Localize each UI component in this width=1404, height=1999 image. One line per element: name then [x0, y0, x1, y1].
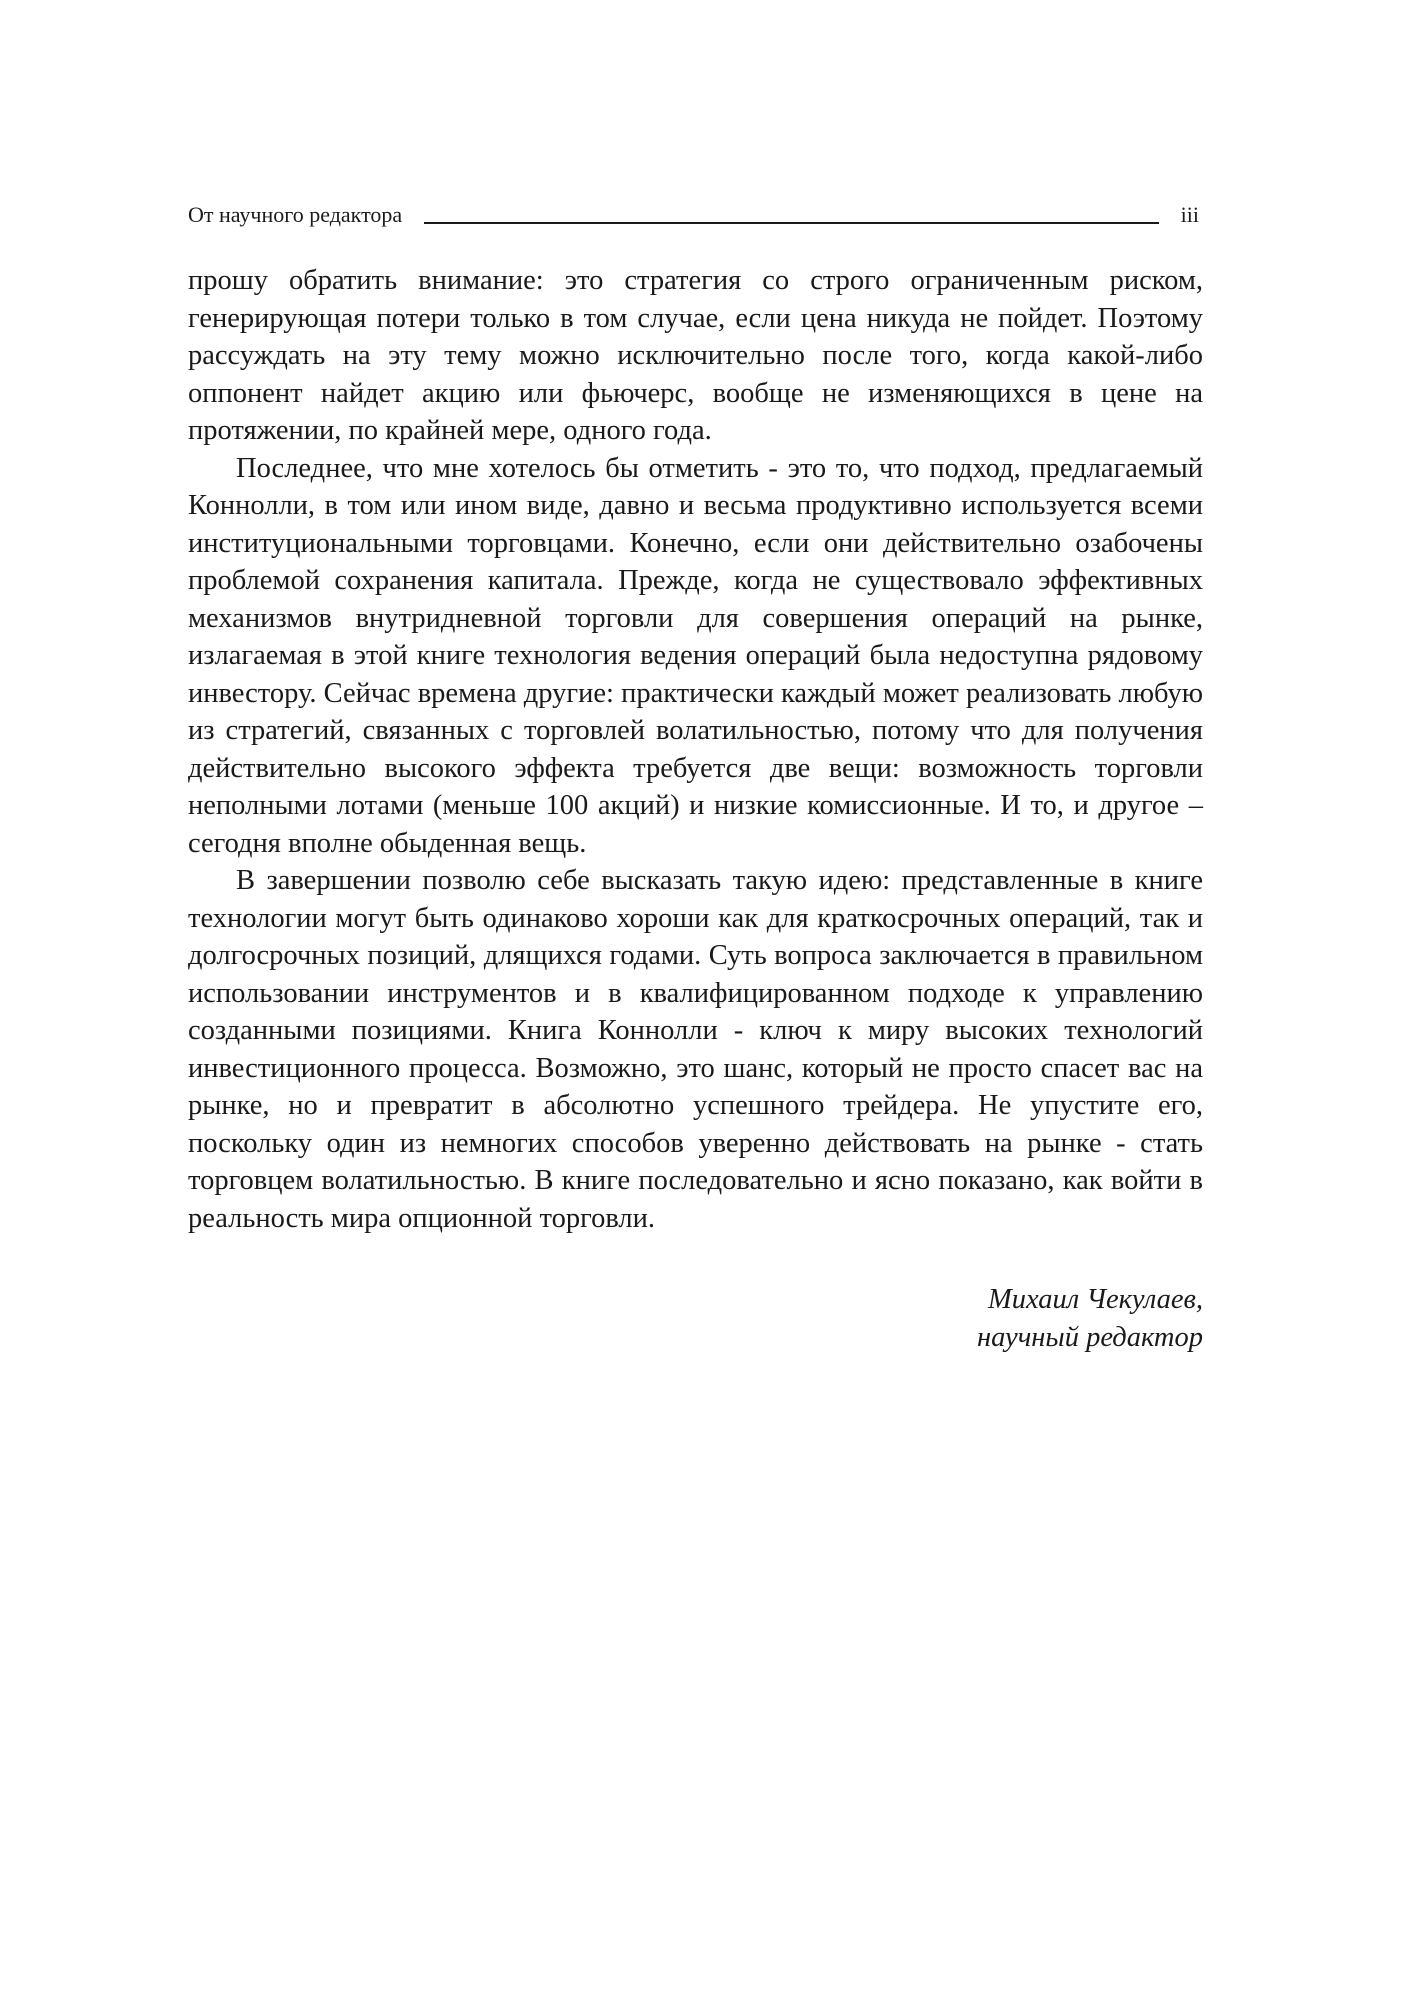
- running-head: [188, 196, 1203, 226]
- signature-name: Михаил Чекулаев,: [988, 1284, 1203, 1315]
- body-text: [188, 262, 1203, 1237]
- paragraph-3: В завершении позволю себе высказать такую идею: представленные в книге технологии могут быть одинаково хороши как для краткосрочных операций, так и долгосрочных позиций, длящихся годами. Суть вопроса заключается в правильном использовании инструментов и в квалифицированном подходе к управлению созданными позициями. Книга Коннолли - ключ к миру высоких технологий инвестиционного процесса. Возможно, это шанс, который не просто спасет вас на рынке, но и превратит в абсолютно успешного трейдера. Не упустите его, поскольку один из немногих способов уверенно действовать на рынке - стать торговцем волатильностью. В книге последовательно и ясно показано, как войти в реальность мира опционной торговли.: [188, 865, 1203, 1234]
- running-head-title: От научного редактора: [188, 202, 403, 227]
- signature-role: научный редактор: [977, 1322, 1203, 1353]
- page: [188, 196, 1203, 1357]
- paragraph-1: прошу обратить внимание: это стратегия со строго ограниченным риском, генерирующая потери только в том случае, если цена никуда не пойдет. Поэтому рассуждать на эту тему можно исключительно после того, когда какой-либо оппонент найдет акцию или фьючерс, вообще не изменяющихся в цене на протяжении, по крайней мере, одного года.: [188, 265, 1203, 446]
- page-number: iii: [1180, 202, 1199, 227]
- running-head-rule: [424, 222, 1159, 224]
- signature: [188, 1281, 1203, 1357]
- paragraph-2: Последнее, что мне хотелось бы отметить - это то, что подход, предлагаемый Коннолли, в том или ином виде, давно и весьма продуктивно используется всеми институциональными торговцами. Конечно, если они действительно озабочены проблемой сохранения капитала. Прежде, когда не существовало эффективных механизмов внутридневной торговли для совершения операций на рынке, излагаемая в этой книге технология ведения операций была недоступна рядовому инвестору. Сейчас времена другие: практически каждый может реализовать любую из стратегий, связанных с торговлей волатильностью, потому что для получения действительно высокого эффекта требуется две вещи: возможность торговли неполными лотами (меньше 100 акций) и низкие комиссионные. И то, и другое – сегодня вполне обыденная вещь.: [188, 452, 1203, 859]
